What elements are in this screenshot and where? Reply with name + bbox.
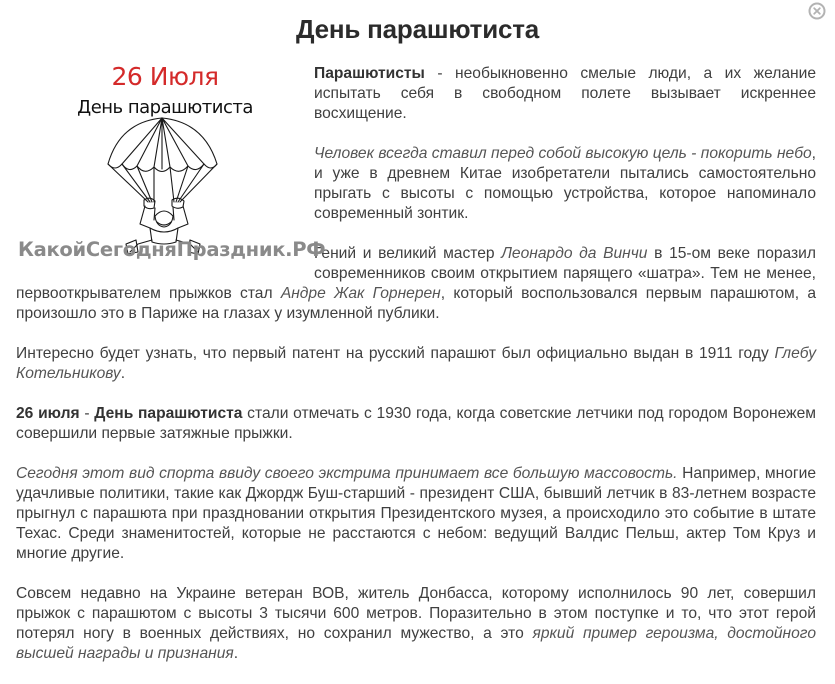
holiday-name: День парашютиста xyxy=(94,405,243,422)
popularity-statement: Сегодня этот вид спорта ввиду своего экстрима принимает все большую массовость. xyxy=(16,465,678,482)
name-kotelnikov: Глебу Котельникову xyxy=(16,345,816,382)
paragraph-patent: Интересно будет узнать, что первый патент на русский парашют был официально выдан в 1911 году Глебу Котельникову. xyxy=(16,345,816,382)
paragraph-intro: Парашютисты - необыкновенно смелые люди, а их желание испытать себя в свободном полете вызывает искреннее восхищение. xyxy=(314,65,816,122)
heroism-statement: яркий пример героизма, достойного высшей награды и признания xyxy=(16,625,816,662)
holiday-image xyxy=(0,62,326,274)
image-watermark: КакойСегодняПраздник.РФ xyxy=(18,238,326,261)
image-caption: День парашютиста xyxy=(77,97,253,118)
name-leonardo: Леонардо да Винчи xyxy=(501,245,648,262)
holiday-date: 26 июля xyxy=(16,405,80,422)
parachutist-icon xyxy=(100,104,225,254)
term-parachutists: Парашютисты xyxy=(314,65,425,82)
quote-goal: Человек всегда ставил перед собой высокую цель - покорить небо xyxy=(314,145,812,162)
page-title: День парашютиста xyxy=(295,14,540,44)
article-body xyxy=(16,64,816,684)
paragraph-popularity: Сегодня этот вид спорта ввиду своего экстрима принимает все большую массовость. Например, многие удачливые политики, такие как Джордж Буш-старший - президент США, бывший летчик в 83-летнем возрасте прыгнул с парашюта при праздновании открытия Президентского музея, а происходило это событие в штате Техас. Среди знаменитостей, которые не расстаются с небом: ведущий Валдис Пельш, актер Том Круз и многие другие. xyxy=(16,465,816,562)
paragraph-china: Человек всегда ставил перед собой высокую цель - покорить небо, и уже в древнем Китае изобретатели пытались самостоятельно прыгать с высоты с помощью устройства, которое напоминало современный зонтик. xyxy=(314,145,816,222)
paragraph-veteran: Совсем недавно на Украине ветеран ВОВ, житель Донбасса, которому исполнилось 90 лет, совершил прыжок с парашютом с высоты 3 тысячи 600 метров. Поразительно в этом поступке и то, что этот герой потерял ногу в военных действиях, но сохранил мужество, а это яркий пример героизма, достойного высшей награды и признания. xyxy=(16,585,816,662)
paragraph-celebration: 26 июля - День парашютиста стали отмечать с 1930 года, когда советские летчики под городом Воронежем совершили первые затяжные прыжки. xyxy=(16,405,816,442)
image-date-label: 26 Июля xyxy=(111,62,219,91)
name-garnerin: Андре Жак Горнерен xyxy=(280,285,441,302)
paragraph-history: Гений и великий мастер Леонардо да Винчи в 15-ом веке поразил современников своим открытием парящего «шатра». Тем не менее, первооткрывателем прыжков стал Андре Жак Горнерен, который воспользовался первым парашютом, а произошло это в Париже на глазах у изумленной публики. xyxy=(16,245,816,322)
